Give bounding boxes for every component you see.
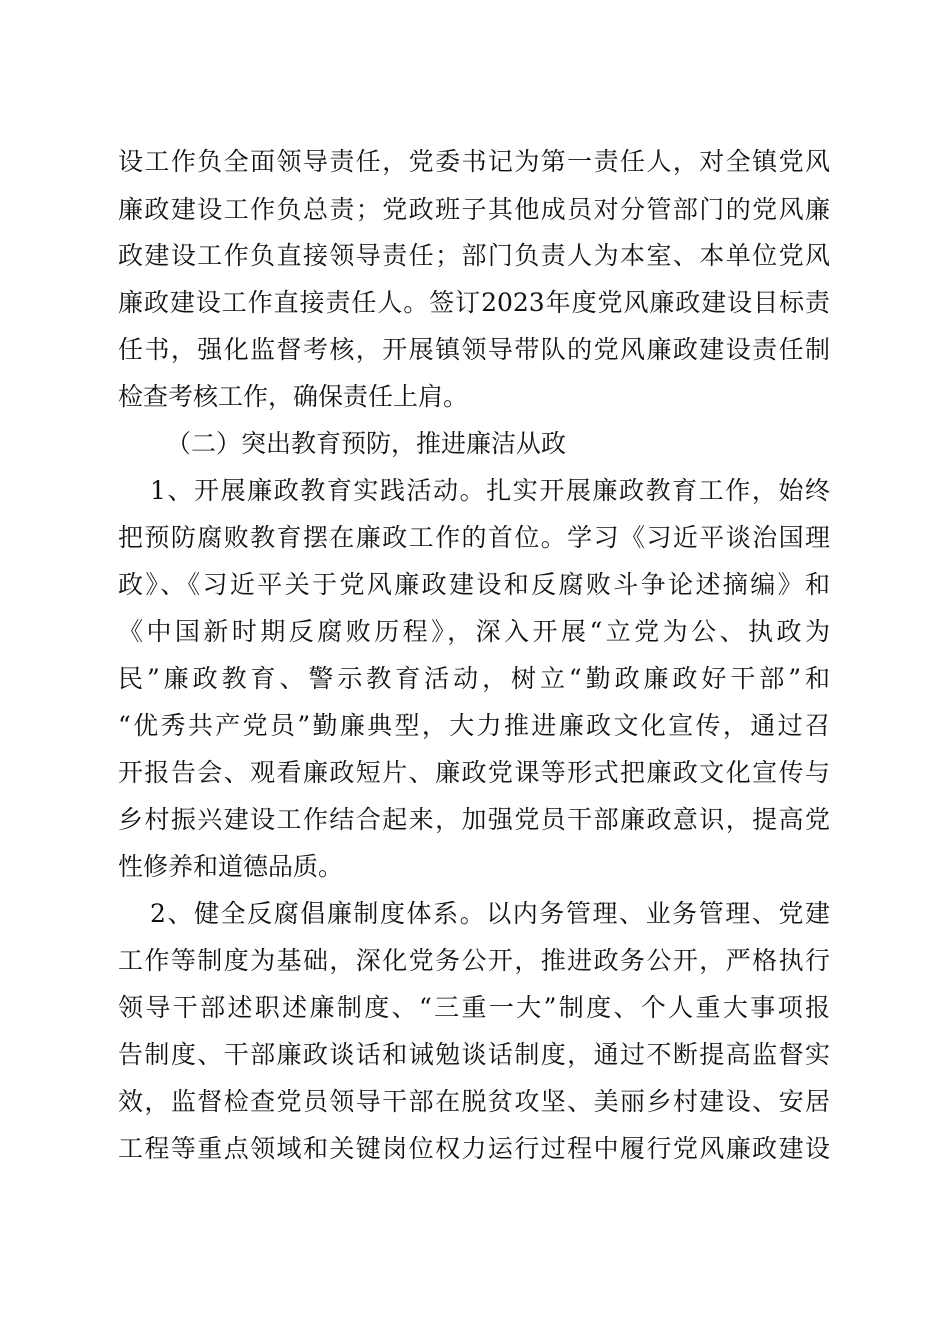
- text-line: 廉政建设工作直接责任人。签订2023年度党风廉政建设目标责: [118, 288, 830, 317]
- text-line: “优秀共产党员”勤廉典型，大力推进廉政文化宣传，通过召: [118, 711, 830, 740]
- text-line: 《中国新时期反腐败历程》，深入开展“立党为公、执政为: [118, 617, 830, 646]
- text-line: 任书，强化监督考核，开展镇领导带队的党风廉政建设责任制: [118, 335, 830, 364]
- text-line: 设工作负全面领导责任，党委书记为第一责任人，对全镇党风: [118, 147, 830, 176]
- text-line: 1、开展廉政教育实践活动。扎实开展廉政教育工作，始终: [150, 476, 830, 505]
- text-line: 乡村振兴建设工作结合起来，加强党员干部廉政意识，提高党: [118, 805, 830, 834]
- text-line: 性修养和道德品质。: [118, 852, 344, 881]
- text-line: 把预防腐败教育摆在廉政工作的首位。学习《习近平谈治国理: [118, 523, 830, 552]
- text-line: 开报告会、观看廉政短片、廉政党课等形式把廉政文化宣传与: [118, 758, 830, 787]
- section-heading: （二）突出教育预防，推进廉洁从政: [166, 429, 567, 458]
- text-line: 民”廉政教育、警示教育活动，树立“勤政廉政好干部”和: [118, 664, 830, 693]
- text-line: 工程等重点领域和关键岗位权力运行过程中履行党风廉政建设: [118, 1134, 830, 1163]
- text-line: 廉政建设工作负总责；党政班子其他成员对分管部门的党风廉: [118, 195, 830, 224]
- text-line: 检查考核工作，确保责任上肩。: [118, 382, 469, 411]
- text-line: 工作等制度为基础，深化党务公开，推进政务公开，严格执行: [118, 946, 830, 975]
- text-line: 领导干部述职述廉制度、“三重一大”制度、个人重大事项报: [118, 993, 830, 1022]
- text-line: 告制度、干部廉政谈话和诫勉谈话制度，通过不断提高监督实: [118, 1040, 830, 1069]
- text-line: 效，监督检查党员领导干部在脱贫攻坚、美丽乡村建设、安居: [118, 1087, 830, 1116]
- text-line: 政建设工作负直接领导责任；部门负责人为本室、本单位党风: [118, 241, 830, 270]
- text-line: 政》、《习近平关于党风廉政建设和反腐败斗争论述摘编》和: [118, 570, 830, 599]
- text-line: 2、健全反腐倡廉制度体系。以内务管理、业务管理、党建: [150, 899, 830, 928]
